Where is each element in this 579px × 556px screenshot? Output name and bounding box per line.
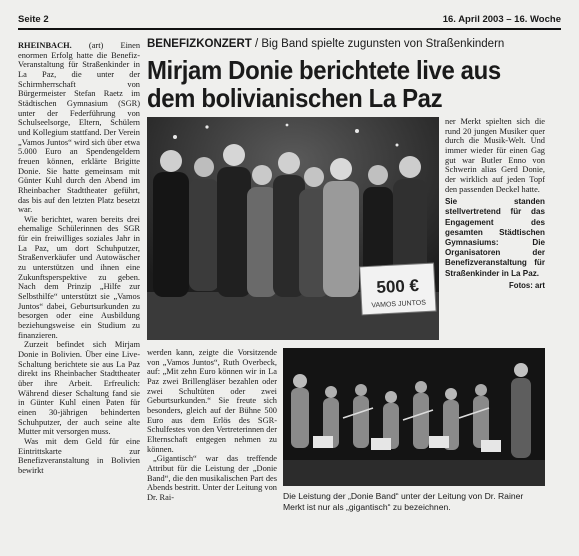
paragraph: werden kann, zeigte die Vorsitzende von „Vamos Juntos“, Ruth Overbeck, auf: „Mit zehn Euro können wir in La Paz zwei Brillengläser bezahlen oder zwei Schultüten oder zwei Geburtsurkunden.“ Sie freute sich besonders, gleich auf der Bühne 500 Euro aus dem Erlös des SGR-Schulfestes von den Vertreterinnen der Elternschaft entgegen nehmen zu können. <box>147 348 277 454</box>
kicker <box>147 38 567 50</box>
paragraph: ner Merkt spielten sich die rund 20 jungen Musiker quer durch die Musik-Welt. Und immer wieder für einen Gag gut war Butler Enno von Schwerin alias Gerd Donie, der wirklich auf jeden Topf den passenden Deckel hatte. <box>445 117 545 194</box>
donation-sign-amount: 500 € <box>375 275 420 298</box>
page-number: Seite 2 <box>18 14 49 25</box>
article-column-middle <box>147 348 277 503</box>
band-photo-caption: Die Leistung der „Donie Band“ unter der Leitung von Dr. Rainer Merkt ist nur als „gigantisch“ zu bezeichnen. <box>283 491 524 512</box>
kicker-text: / Big Band spielte zugunsten von Straßenkindern <box>251 38 505 50</box>
paragraph: Was mit dem Geld für eine Eintrittskarte zur Benefizveranstaltung in Bolivien bewirkt <box>18 436 140 475</box>
kicker-label: BENEFIZKONZERT <box>147 38 252 50</box>
paragraph-text: (art) Einen enormen Erfolg hatte die Benefiz-Veranstaltung für Straßenkinder in La Paz, die unter der Schirmherrschaft von Bürgermeister Stefan Raetz im Städtischen Gymnasium (SGR) unter der Federführung von Schulseelsorge, Eltern, Schülern und Kollegium stattfand. Der Verein „Vamos Juntos“ wird sich über etwa 5.000 Euro an Spendengeldern freuen können, erklärte Brigitte Donie. Sie hatte gemeinsam mit Günter Kuhl durch den Abend im Rheinbacher Stadttheater geführt, das bis auf den letzten Platz besetzt war. <box>18 41 140 215</box>
band-photo <box>283 348 545 486</box>
group-photo-drawing <box>147 117 439 340</box>
article-column-right <box>445 117 545 291</box>
donation-sign-label: VAMOS JUNTOS <box>371 299 427 310</box>
page-header <box>18 14 561 26</box>
band-photo-drawing <box>283 348 545 486</box>
article-column-left <box>18 41 140 556</box>
paragraph: Wie berichtet, waren bereits drei ehemalige Schülerinnen des SGR für ein freiwilliges soziales Jahr in La Paz, um dort Schuhputzer, Straßenverkäufer und Autowäscher zu unterstützen und ihnen eine Zukunftsperspektive zu geben. Nach dem Prinzip „Hilfe zur Selbsthilfe“ unterstützt sie „Vamos Juntos“ dabei, Geburtsurkunden zu besorgen oder eine Ausbildung beziehungsweise ein Studium zu finanzieren. <box>18 214 140 340</box>
paragraph <box>18 41 140 215</box>
issue-date: 16. April 2003 – 16. Woche <box>442 14 561 25</box>
header-rule <box>18 28 561 30</box>
headline: Mirjam Donie berichtete live aus dem bolivianischen La Paz <box>147 55 501 113</box>
group-photo <box>147 117 439 340</box>
dateline: RHEINBACH. <box>18 41 72 50</box>
photo-credit: Fotos: art <box>509 280 545 290</box>
paragraph: „Gigantisch“ war das treffende Attribut für die Leistung der „Donie Band“, die den musikalischen Part des Abends bestritt. Unter der Leitung von Dr. Rai- <box>147 454 277 502</box>
paragraph: Zurzeit befindet sich Mirjam Donie in Bolivien. Über eine Live-Schaltung berichtete sie aus La Paz direkt ins Rheinbacher Stadttheater über ihre Arbeit. Erfreulich: Während dieser Schaltung fand sie in Günter Kuhl einen Paten für einen 30-jährigen behinderten Schuhputzer, der auch seine alte Mutter mit versorgen muss. <box>18 340 140 437</box>
photo-caption: Sie standen stellvertretend für das Engagement des gesamten Städtischen Gymnasiums: Die Organisatoren der Benefizveranstaltung für Straßenkinder in La Paz. <box>445 197 545 278</box>
